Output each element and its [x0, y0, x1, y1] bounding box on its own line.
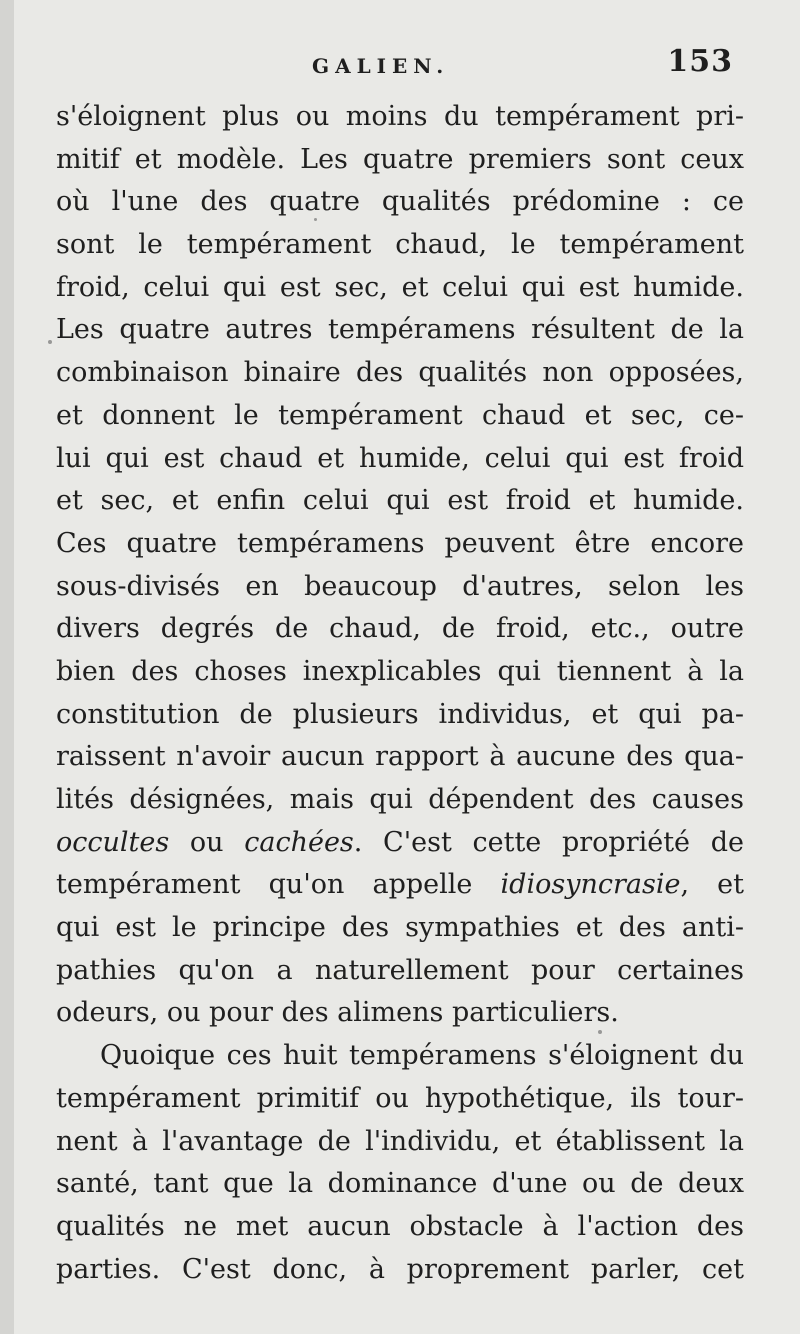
text-line: nent à l'avantage de l'individu, et établissent la [56, 1125, 744, 1157]
body-text [56, 96, 744, 1291]
text-line: odeurs, ou pour des alimens particuliers. [56, 997, 619, 1029]
text-span: , et [680, 869, 744, 901]
ink-speck [48, 340, 52, 344]
italic-term: idiosyncrasie [500, 869, 681, 901]
text-line: qualités ne met aucun obstacle à l'action des [56, 1210, 744, 1242]
ink-speck [314, 218, 317, 221]
page-number: 153 [667, 44, 733, 79]
text-line: parties. C'est donc, à proprement parler, cet [56, 1253, 744, 1285]
text-line: raissent n'avoir aucun rapport à aucune des qua- [56, 741, 744, 773]
italic-term: cachées [244, 826, 354, 858]
text-line: mitif et modèle. Les quatre premiers sont ceux [56, 143, 744, 175]
text-line: lités désignées, mais qui dépendent des causes [56, 784, 744, 815]
text-line-with-italics [56, 822, 744, 865]
text-span: tempérament qu'on appelle [56, 869, 501, 901]
text-line: combinaison binaire des qualités non opposées, [56, 357, 744, 389]
text-line: bien des choses inexplicables qui tiennent à la [56, 655, 744, 687]
text-line: Les quatre autres tempéramens résultent de la [56, 314, 744, 346]
text-line: constitution de plusieurs individus, et qui pa- [56, 698, 744, 730]
text-line-with-italics [56, 864, 744, 907]
text-line: et donnent le tempérament chaud et sec, ce- [56, 399, 744, 431]
text-line: froid, celui qui est sec, et celui qui est humide. [56, 271, 744, 303]
text-line: où l'une des quatre qualités prédomine : ce [56, 186, 744, 218]
text-line: pathies qu'on a naturellement pour certaines [56, 954, 744, 986]
text-line: sous-divisés en beaucoup d'autres, selon les [56, 570, 744, 602]
text-line: divers degrés de chaud, de froid, etc., outre [56, 613, 744, 645]
ink-speck [598, 1030, 602, 1034]
text-line: s'éloignent plus ou moins du tempérament pri- [56, 101, 744, 132]
text-span: ou [169, 826, 245, 858]
text-line: santé, tant que la dominance d'une ou de deux [56, 1168, 744, 1200]
text-line: sont le tempérament chaud, le tempérament [56, 229, 744, 261]
page-header [55, 44, 745, 88]
text-line: tempérament primitif ou hypothétique, ils tour- [56, 1082, 744, 1114]
running-title: GALIEN. [312, 54, 450, 78]
italic-term: occultes [56, 826, 170, 858]
paragraph-start-line: Quoique ces huit tempéramens s'éloignent du [100, 1040, 744, 1072]
text-line: Ces quatre tempéramens peuvent être encore [56, 527, 744, 559]
text-line: lui qui est chaud et humide, celui qui est froid [56, 442, 744, 474]
text-line: qui est le principe des sympathies et des anti- [56, 912, 744, 944]
text-span: . C'est cette propriété de [353, 826, 744, 858]
text-line: et sec, et enfin celui qui est froid et humide. [56, 485, 744, 517]
page-gutter [0, 0, 14, 1334]
